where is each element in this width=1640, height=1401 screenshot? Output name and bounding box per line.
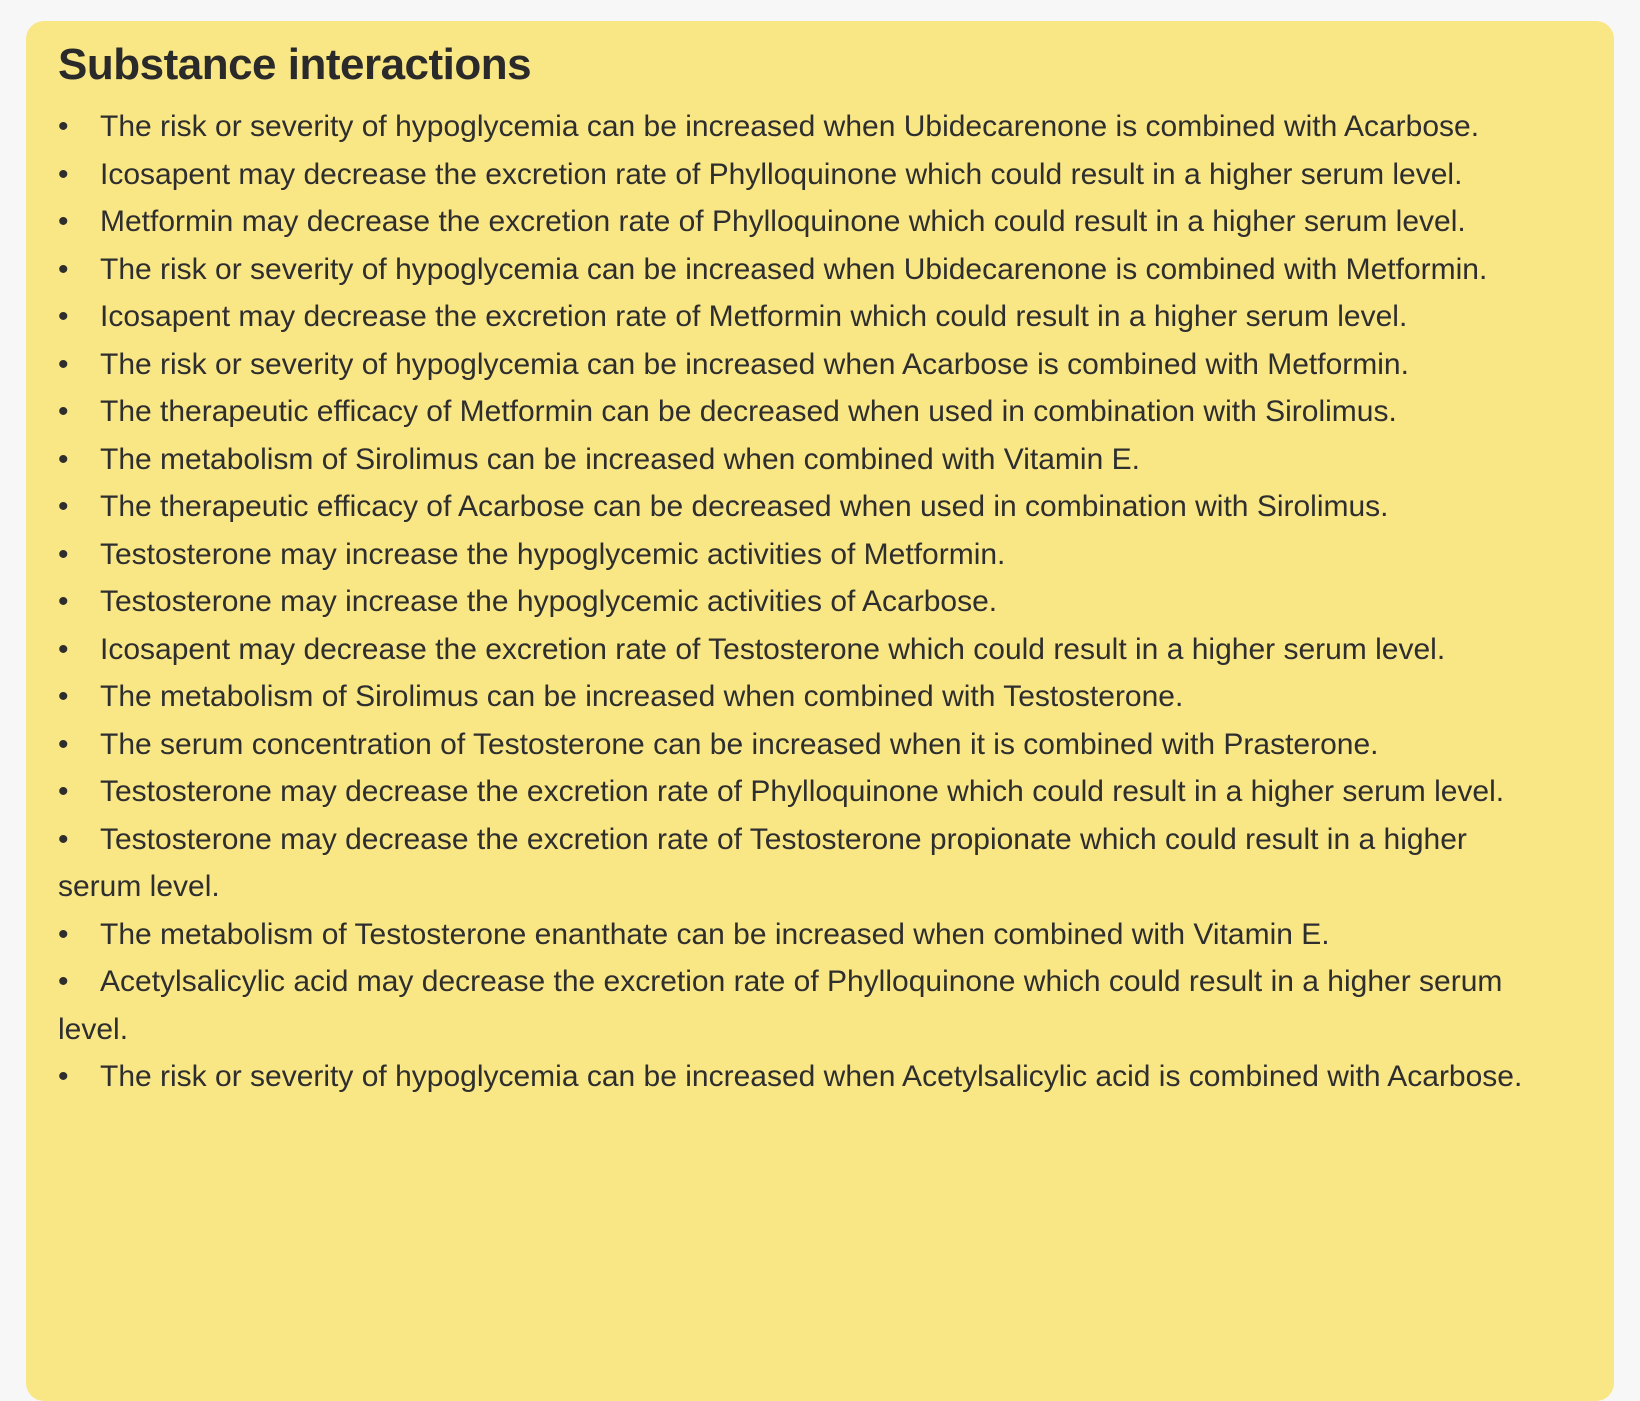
list-item-text: The therapeutic efficacy of Acarbose can be decreased when used in combination with Sirolimus. (100, 490, 1389, 524)
list-item (58, 1053, 1582, 1101)
list-item (58, 958, 1582, 1053)
list-item-text: The risk or severity of hypoglycemia can be increased when Acarbose is combined with Metformin. (100, 347, 1409, 381)
list-item (58, 436, 1582, 484)
list-item-text: Testosterone may decrease the excretion rate of Phylloquinone which could result in a higher serum level. (100, 775, 1505, 809)
list-item-text: The metabolism of Testosterone enanthate can be increased when combined with Vitamin E. (100, 917, 1330, 951)
substance-interactions-card (26, 21, 1614, 1401)
list-item (58, 768, 1582, 816)
bullet-icon: • (58, 252, 69, 286)
list-item (58, 483, 1582, 531)
list-item (58, 341, 1582, 389)
list-item-text: Icosapent may decrease the excretion rate of Testosterone which could result in a higher serum level. (100, 632, 1446, 666)
list-item (58, 198, 1582, 246)
list-item (58, 388, 1582, 436)
list-item (58, 816, 1582, 911)
bullet-icon: • (58, 917, 69, 951)
list-item (58, 246, 1582, 294)
list-item-text: The metabolism of Sirolimus can be increased when combined with Testosterone. (100, 680, 1184, 714)
list-item-text: The risk or severity of hypoglycemia can be increased when Ubidecarenone is combined with Acarbose. (100, 110, 1480, 144)
bullet-icon: • (58, 965, 69, 999)
list-item (58, 103, 1582, 151)
list-item-text: Metformin may decrease the excretion rate of Phylloquinone which could result in a higher serum level. (100, 205, 1466, 239)
list-item (58, 673, 1582, 721)
list-item-text: Icosapent may decrease the excretion rate of Phylloquinone which could result in a higher serum level. (100, 157, 1463, 191)
list-item (58, 911, 1582, 959)
list-item-text: Testosterone may increase the hypoglycemic activities of Metformin. (100, 537, 1006, 571)
bullet-icon: • (58, 347, 69, 381)
bullet-icon: • (58, 395, 69, 429)
section-title: Substance interactions (58, 40, 532, 89)
list-item (58, 531, 1582, 579)
list-item-text: The risk or severity of hypoglycemia can be increased when Ubidecarenone is combined with Metformin. (100, 252, 1488, 286)
list-item-text: Testosterone may decrease the excretion rate of Testosterone propionate which could result in a higher serum level. (58, 822, 1467, 904)
bullet-icon: • (58, 110, 69, 144)
bullet-icon: • (58, 775, 69, 809)
bullet-icon: • (58, 157, 69, 191)
bullet-icon: • (58, 632, 69, 666)
bullet-icon: • (58, 727, 69, 761)
list-item (58, 293, 1582, 341)
bullet-icon: • (58, 537, 69, 571)
bullet-icon: • (58, 822, 69, 856)
list-item (58, 626, 1582, 674)
list-item-text: Icosapent may decrease the excretion rate of Metformin which could result in a higher serum level. (100, 300, 1408, 334)
list-item-text: The therapeutic efficacy of Metformin can be decreased when used in combination with Sirolimus. (100, 395, 1397, 429)
list-item-text: Acetylsalicylic acid may decrease the excretion rate of Phylloquinone which could result in a higher serum level. (58, 965, 1503, 1046)
bullet-icon: • (58, 205, 69, 239)
bullet-icon: • (58, 442, 69, 476)
list-item-text: Testosterone may increase the hypoglycemic activities of Acarbose. (100, 585, 998, 619)
bullet-icon: • (58, 680, 69, 714)
bullet-icon: • (58, 490, 69, 524)
bullet-icon: • (58, 585, 69, 619)
list-item (58, 721, 1582, 769)
bullet-icon: • (58, 300, 69, 334)
list-item-text: The risk or severity of hypoglycemia can be increased when Acetylsalicylic acid is combined with Acarbose. (100, 1060, 1523, 1094)
list-item-text: The metabolism of Sirolimus can be increased when combined with Vitamin E. (100, 442, 1140, 476)
list-item (58, 578, 1582, 626)
list-item (58, 151, 1582, 199)
list-item-text: The serum concentration of Testosterone can be increased when it is combined with Prasterone. (100, 727, 1379, 761)
interaction-list (58, 103, 1582, 1101)
bullet-icon: • (58, 1060, 69, 1094)
